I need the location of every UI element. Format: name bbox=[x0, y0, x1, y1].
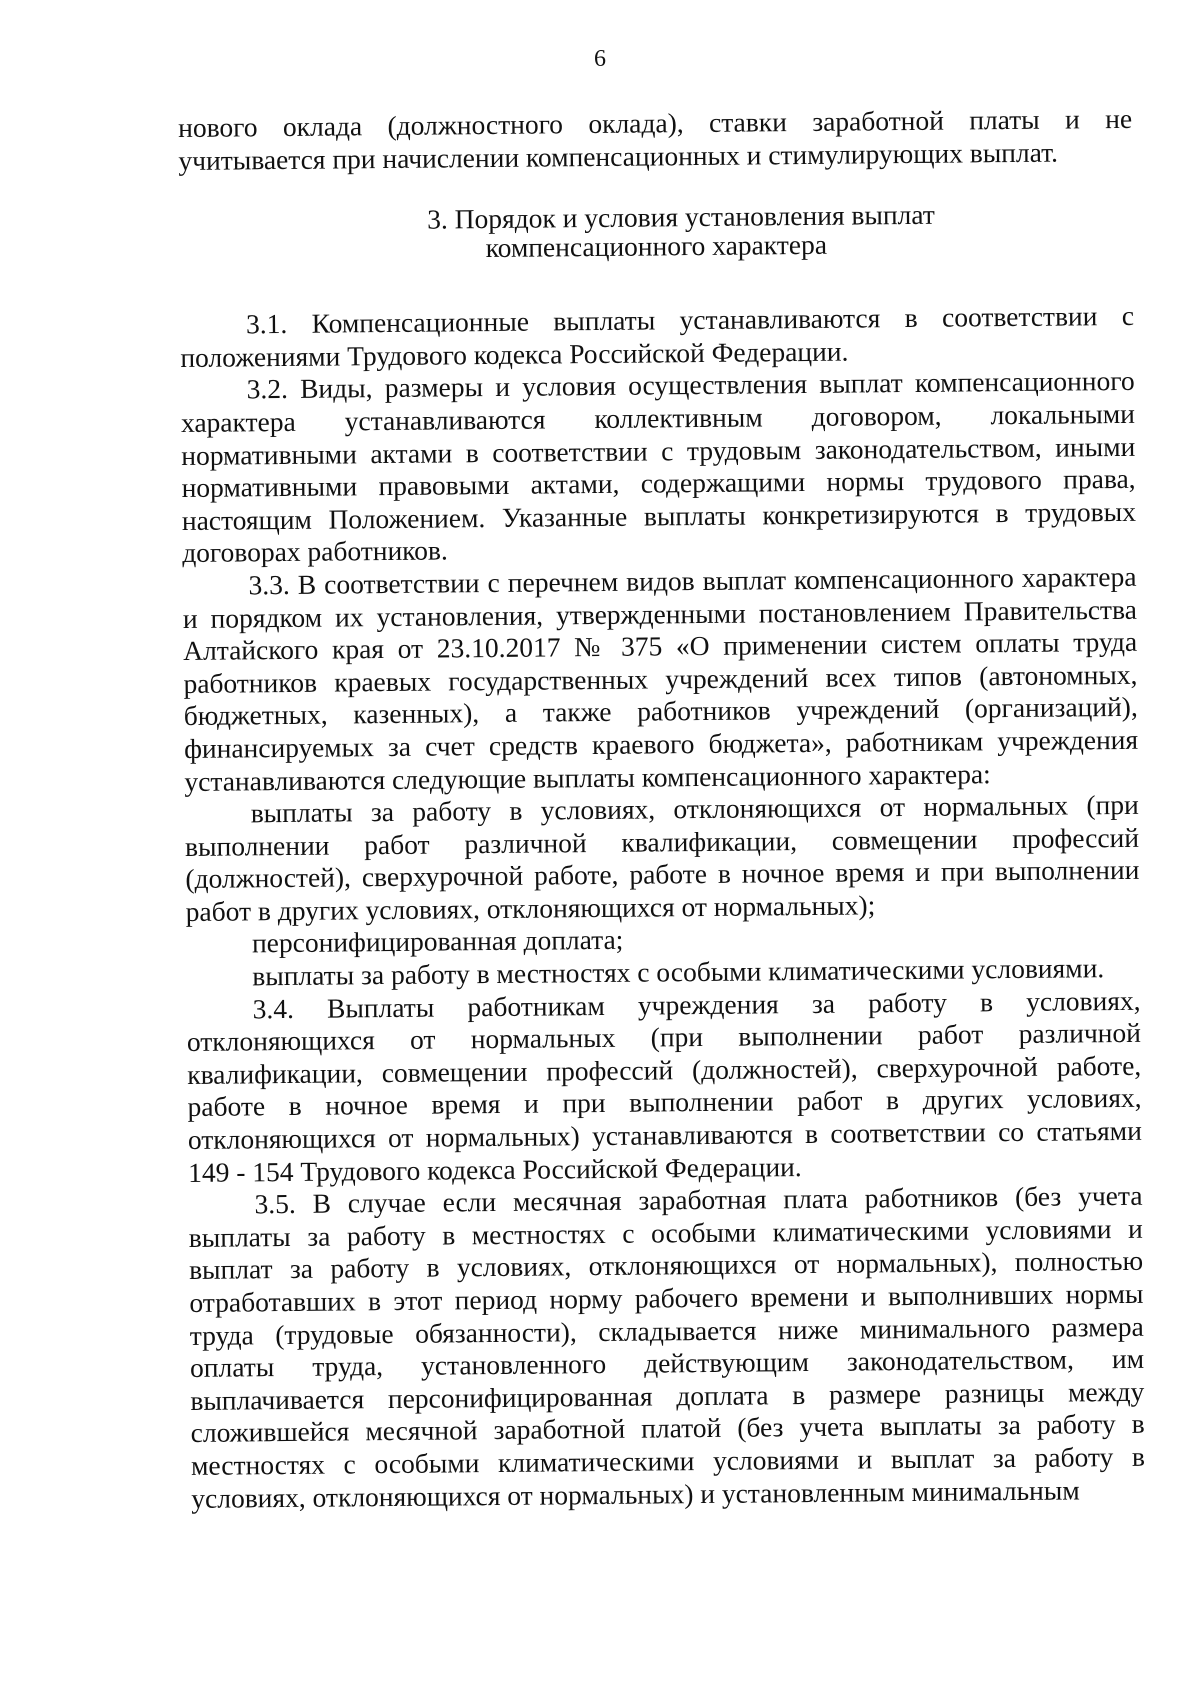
paragraph-3-1: 3.1. Компенсационные выплаты устанавливаются в соответствии с положениями Трудового кодекса Российской Федерации. bbox=[180, 300, 1135, 373]
list-item-deviating-conditions: выплаты за работу в условиях, отклоняющихся от нормальных (при выполнении работ различной квалификации, совмещении профессий (должностей), сверхурочной работе, работе в ночное время и при выполнении работ в других условиях, отклоняющихся от нормальных); bbox=[184, 788, 1140, 927]
section-heading-line-2: компенсационного характера bbox=[485, 228, 828, 264]
section-heading bbox=[179, 198, 1134, 265]
page-number: 6 bbox=[594, 46, 606, 72]
intro-paragraph: нового оклада (должностного оклада), ставки заработной платы и не учитывается при начислении компенсационных и стимулирующих выплат. bbox=[178, 102, 1133, 176]
list-item-climatic-conditions: выплаты за работу в местностях с особыми климатическими условиями. bbox=[252, 952, 1105, 992]
document-body bbox=[178, 103, 1145, 1515]
list-item-personal-supplement: персонифицированная доплата; bbox=[251, 924, 624, 959]
paragraph-3-4: 3.4. Выплаты работникам учреждения за работу в условиях, отклоняющихся от нормальных (при выполнении работ различной квалификации, совмещении профессий (должностей), сверхурочной работе, работе в ночное время и при выполнении работ в других условиях, отклоняющихся от нормальных) устанавливаются в соответствии со статьями 149 - 154 Трудового кодекса Российской Федерации. bbox=[186, 984, 1142, 1188]
paragraph-3-3: 3.3. В соответствии с перечнем видов выплат компенсационного характера и порядком их установления, утвержденными постановлением Правительства Алтайского края от 23.10.2017 № 375 «О применении систем оплаты труда работников краевых государственных учреждений всех типов (автономных, бюджетных, казенных), а также работников учреждений (организаций), финансируемых за счет средств краевого бюджета», работникам учреждения устанавливаются следующие выплаты компенсационного характера: bbox=[182, 560, 1139, 797]
paragraph-3-5: 3.5. В случае если месячная заработная плата работников (без учета выплаты за работу в местностях с особыми климатическими условиями и выплат за работу в условиях, отклоняющихся от нормальных), полностью отработавших в этот период норму рабочего времени и выполнивших нормы труда (трудовые обязанности), складывается ниже минимального размера оплаты труда, установленного действующим законодательством, им выплачивается персонифицированная доплата в размере разницы между сложившейся месячной заработной платой (без учета выплаты за работу в местностях с особыми климатическими условиями и выплат за работу в условиях, отклоняющихся от нормальных) и установленным минимальным bbox=[188, 1180, 1146, 1514]
section-heading-line-1: 3. Порядок и условия установления выплат bbox=[427, 198, 935, 235]
paragraph-3-2: 3.2. Виды, размеры и условия осуществления выплат компенсационного характера устанавливаются коллективным договором, локальными нормативными актами в соответствии с трудовым законодательством, иными нормативными правовыми актами, содержащими нормы трудового права, настоящим Положением. Указанные выплаты конкретизируются в трудовых договорах работников. bbox=[180, 365, 1137, 569]
